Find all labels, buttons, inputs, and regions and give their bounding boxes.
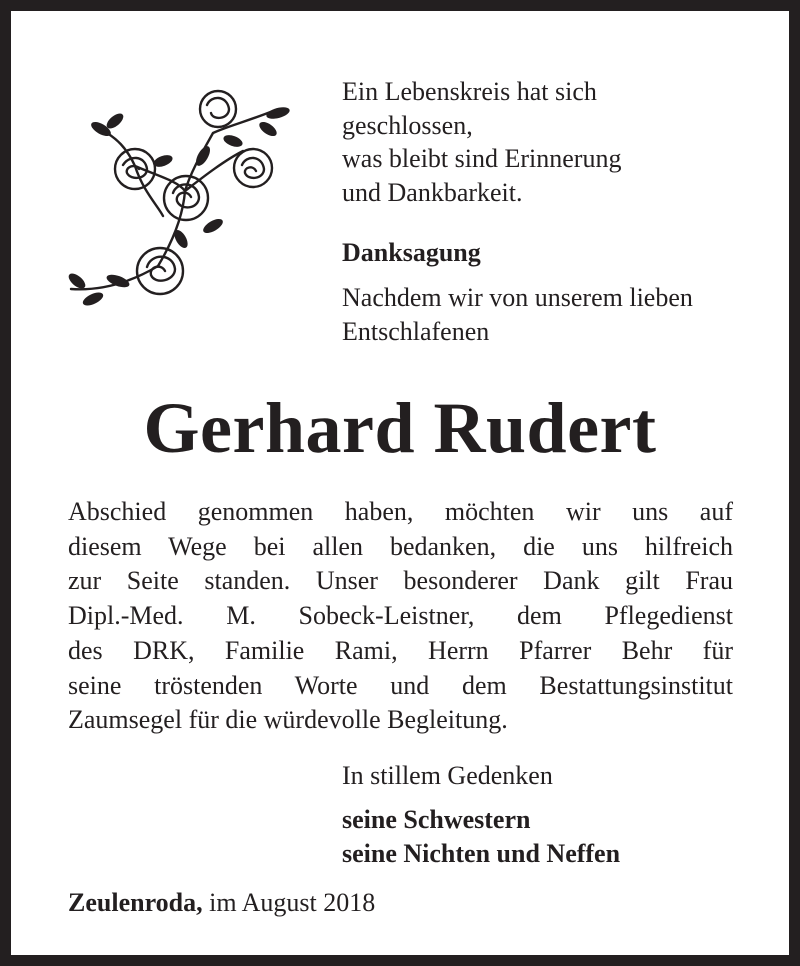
intro-text [342,281,693,348]
intro-line: Nachdem wir von unserem lieben [342,283,693,312]
signer-line: seine Nichten und Neffen [342,839,621,868]
deceased-name: Gerhard Rudert [143,388,657,468]
place-date [68,888,375,918]
closing-greeting: In stillem Gedenken [342,761,553,790]
quote-line: und Dankbarkeit. [342,177,523,207]
quote-line: was bleibt sind Erinnerung [342,144,622,173]
paragraph-line: Abschied genommen haben, möchten wir uns auf [68,497,733,526]
roses-icon [63,81,303,321]
thanks-paragraph [68,495,733,738]
memorial-quote [342,75,621,209]
quote-line: Ein Lebenskreis hat sich [342,77,597,106]
paragraph-line: diesem Wege bei allen bedanken, die uns hilfreich [68,531,733,561]
date-text: im August 2018 [209,888,376,917]
paragraph-line: seine tröstenden Worte und dem Bestattungsinstitut [68,670,733,700]
paragraph-line: Dipl.-Med. M. Sobeck-Leistner, dem Pflegedienst [68,601,733,631]
place-name: Zeulenroda, [68,888,203,917]
intro-line: Entschlafenen [342,316,490,346]
paragraph-line: des DRK, Familie Rami, Herrn Pfarrer Behr für [68,635,733,665]
paragraph-line: zur Seite standen. Unser besonderer Dank gilt Frau [68,566,733,596]
paragraph-line: Zaumsegel für die würdevolle Begleitung. [68,705,508,735]
signer-line: seine Schwestern [342,805,531,834]
section-heading: Danksagung [342,238,481,267]
signers [342,803,620,871]
quote-line: geschlossen, [342,110,473,140]
